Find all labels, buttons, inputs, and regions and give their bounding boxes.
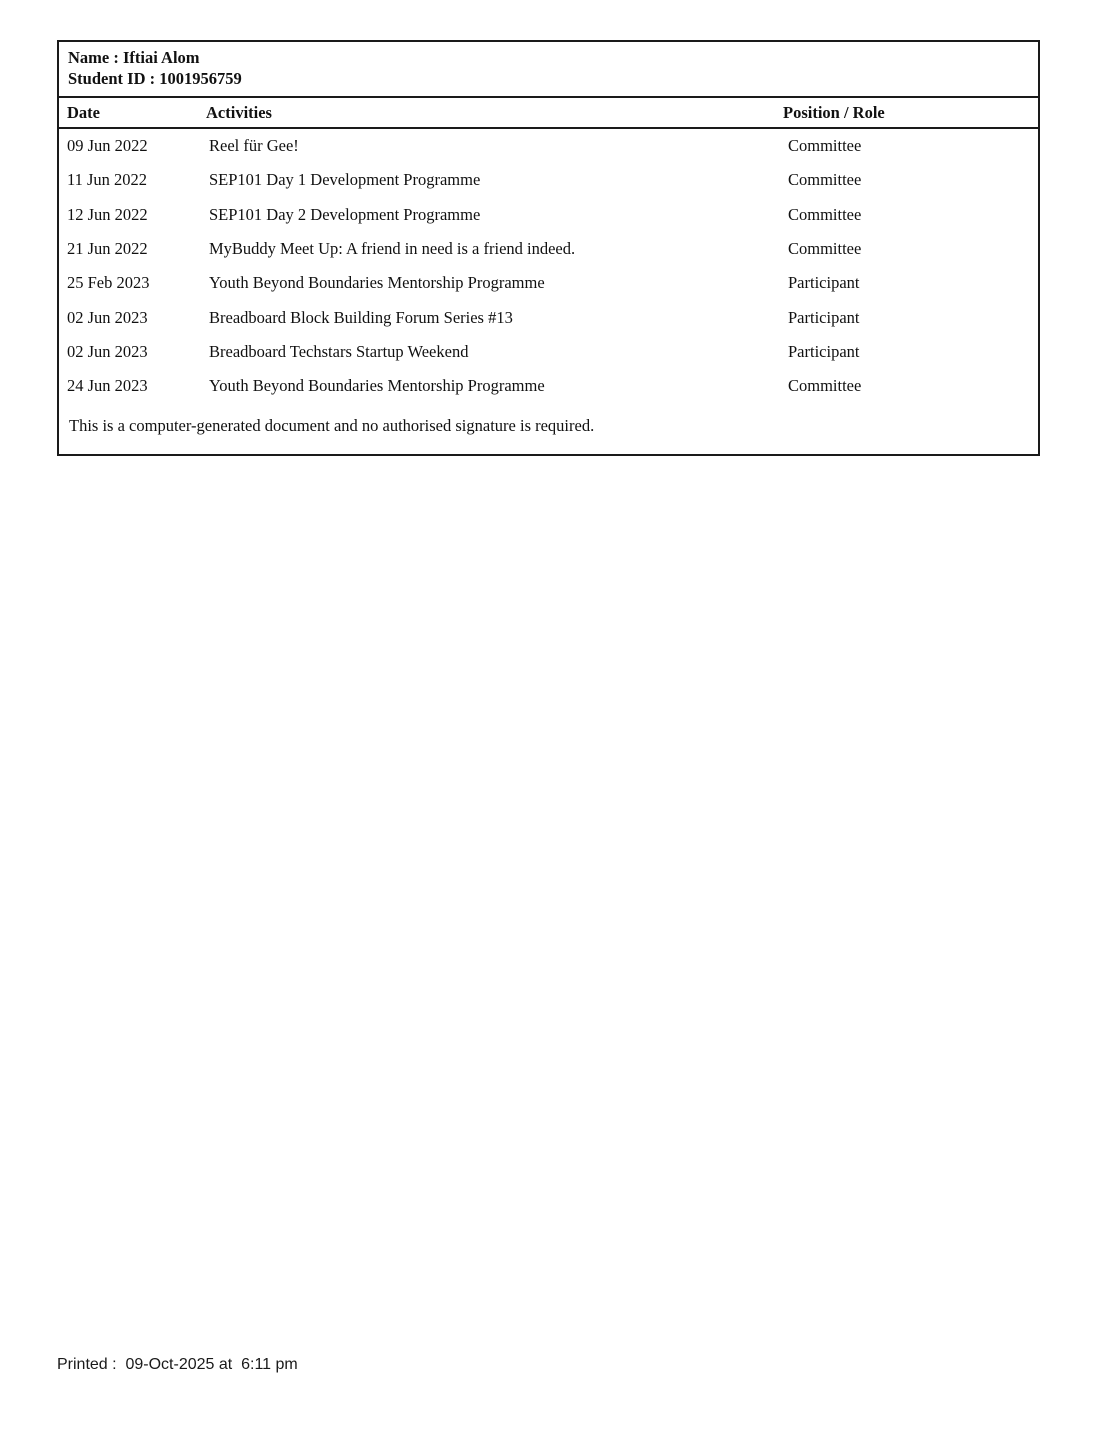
cell-role: Committee [788,136,862,156]
cell-date: 24 Jun 2023 [67,376,148,396]
student-name-line: Name : Iftiai Alom [68,48,200,67]
cell-activity: SEP101 Day 1 Development Programme [209,170,481,190]
table-row [59,369,1038,403]
column-header-date: Date [67,102,100,122]
column-header-position-role: Position / Role [783,102,885,122]
table-row [59,198,1038,232]
student-identity-block [59,42,1038,98]
cell-activity: SEP101 Day 2 Development Programme [209,204,481,224]
table-row [59,266,1038,300]
cell-date: 02 Jun 2023 [67,307,148,327]
cell-role: Participant [788,273,860,293]
cell-date: 12 Jun 2022 [67,204,148,224]
cell-role: Committee [788,204,862,224]
cell-date: 25 Feb 2023 [67,273,150,293]
cell-activity: Breadboard Block Building Forum Series #13 [209,307,513,327]
cell-role: Committee [788,170,862,190]
cell-activity: MyBuddy Meet Up: A friend in need is a friend indeed. [209,239,576,259]
cell-activity: Youth Beyond Boundaries Mentorship Programme [209,273,545,293]
cell-role: Participant [788,307,860,327]
table-column-headers [59,98,1038,129]
printed-timestamp: Printed : 09-Oct-2025 at 6:11 pm [57,1356,298,1373]
cell-activity: Reel für Gee! [209,136,299,156]
cell-activity: Youth Beyond Boundaries Mentorship Programme [209,376,545,396]
table-row [59,129,1038,163]
column-header-activities: Activities [206,102,272,122]
table-row [59,163,1038,197]
cell-date: 09 Jun 2022 [67,136,148,156]
cell-date: 21 Jun 2022 [67,239,148,259]
cell-date: 02 Jun 2023 [67,341,148,361]
table-row [59,232,1038,266]
computer-generated-footnote: This is a computer-generated document and no authorised signature is required. [69,416,595,436]
cell-role: Participant [788,341,860,361]
table-row [59,300,1038,334]
table-body [59,129,1038,403]
cell-activity: Breadboard Techstars Startup Weekend [209,341,469,361]
activity-record-table [57,40,1040,456]
cell-date: 11 Jun 2022 [67,170,148,190]
cell-role: Committee [788,239,862,259]
cell-role: Committee [788,376,862,396]
student-id-line: Student ID : 1001956759 [68,69,242,88]
table-row [59,335,1038,369]
